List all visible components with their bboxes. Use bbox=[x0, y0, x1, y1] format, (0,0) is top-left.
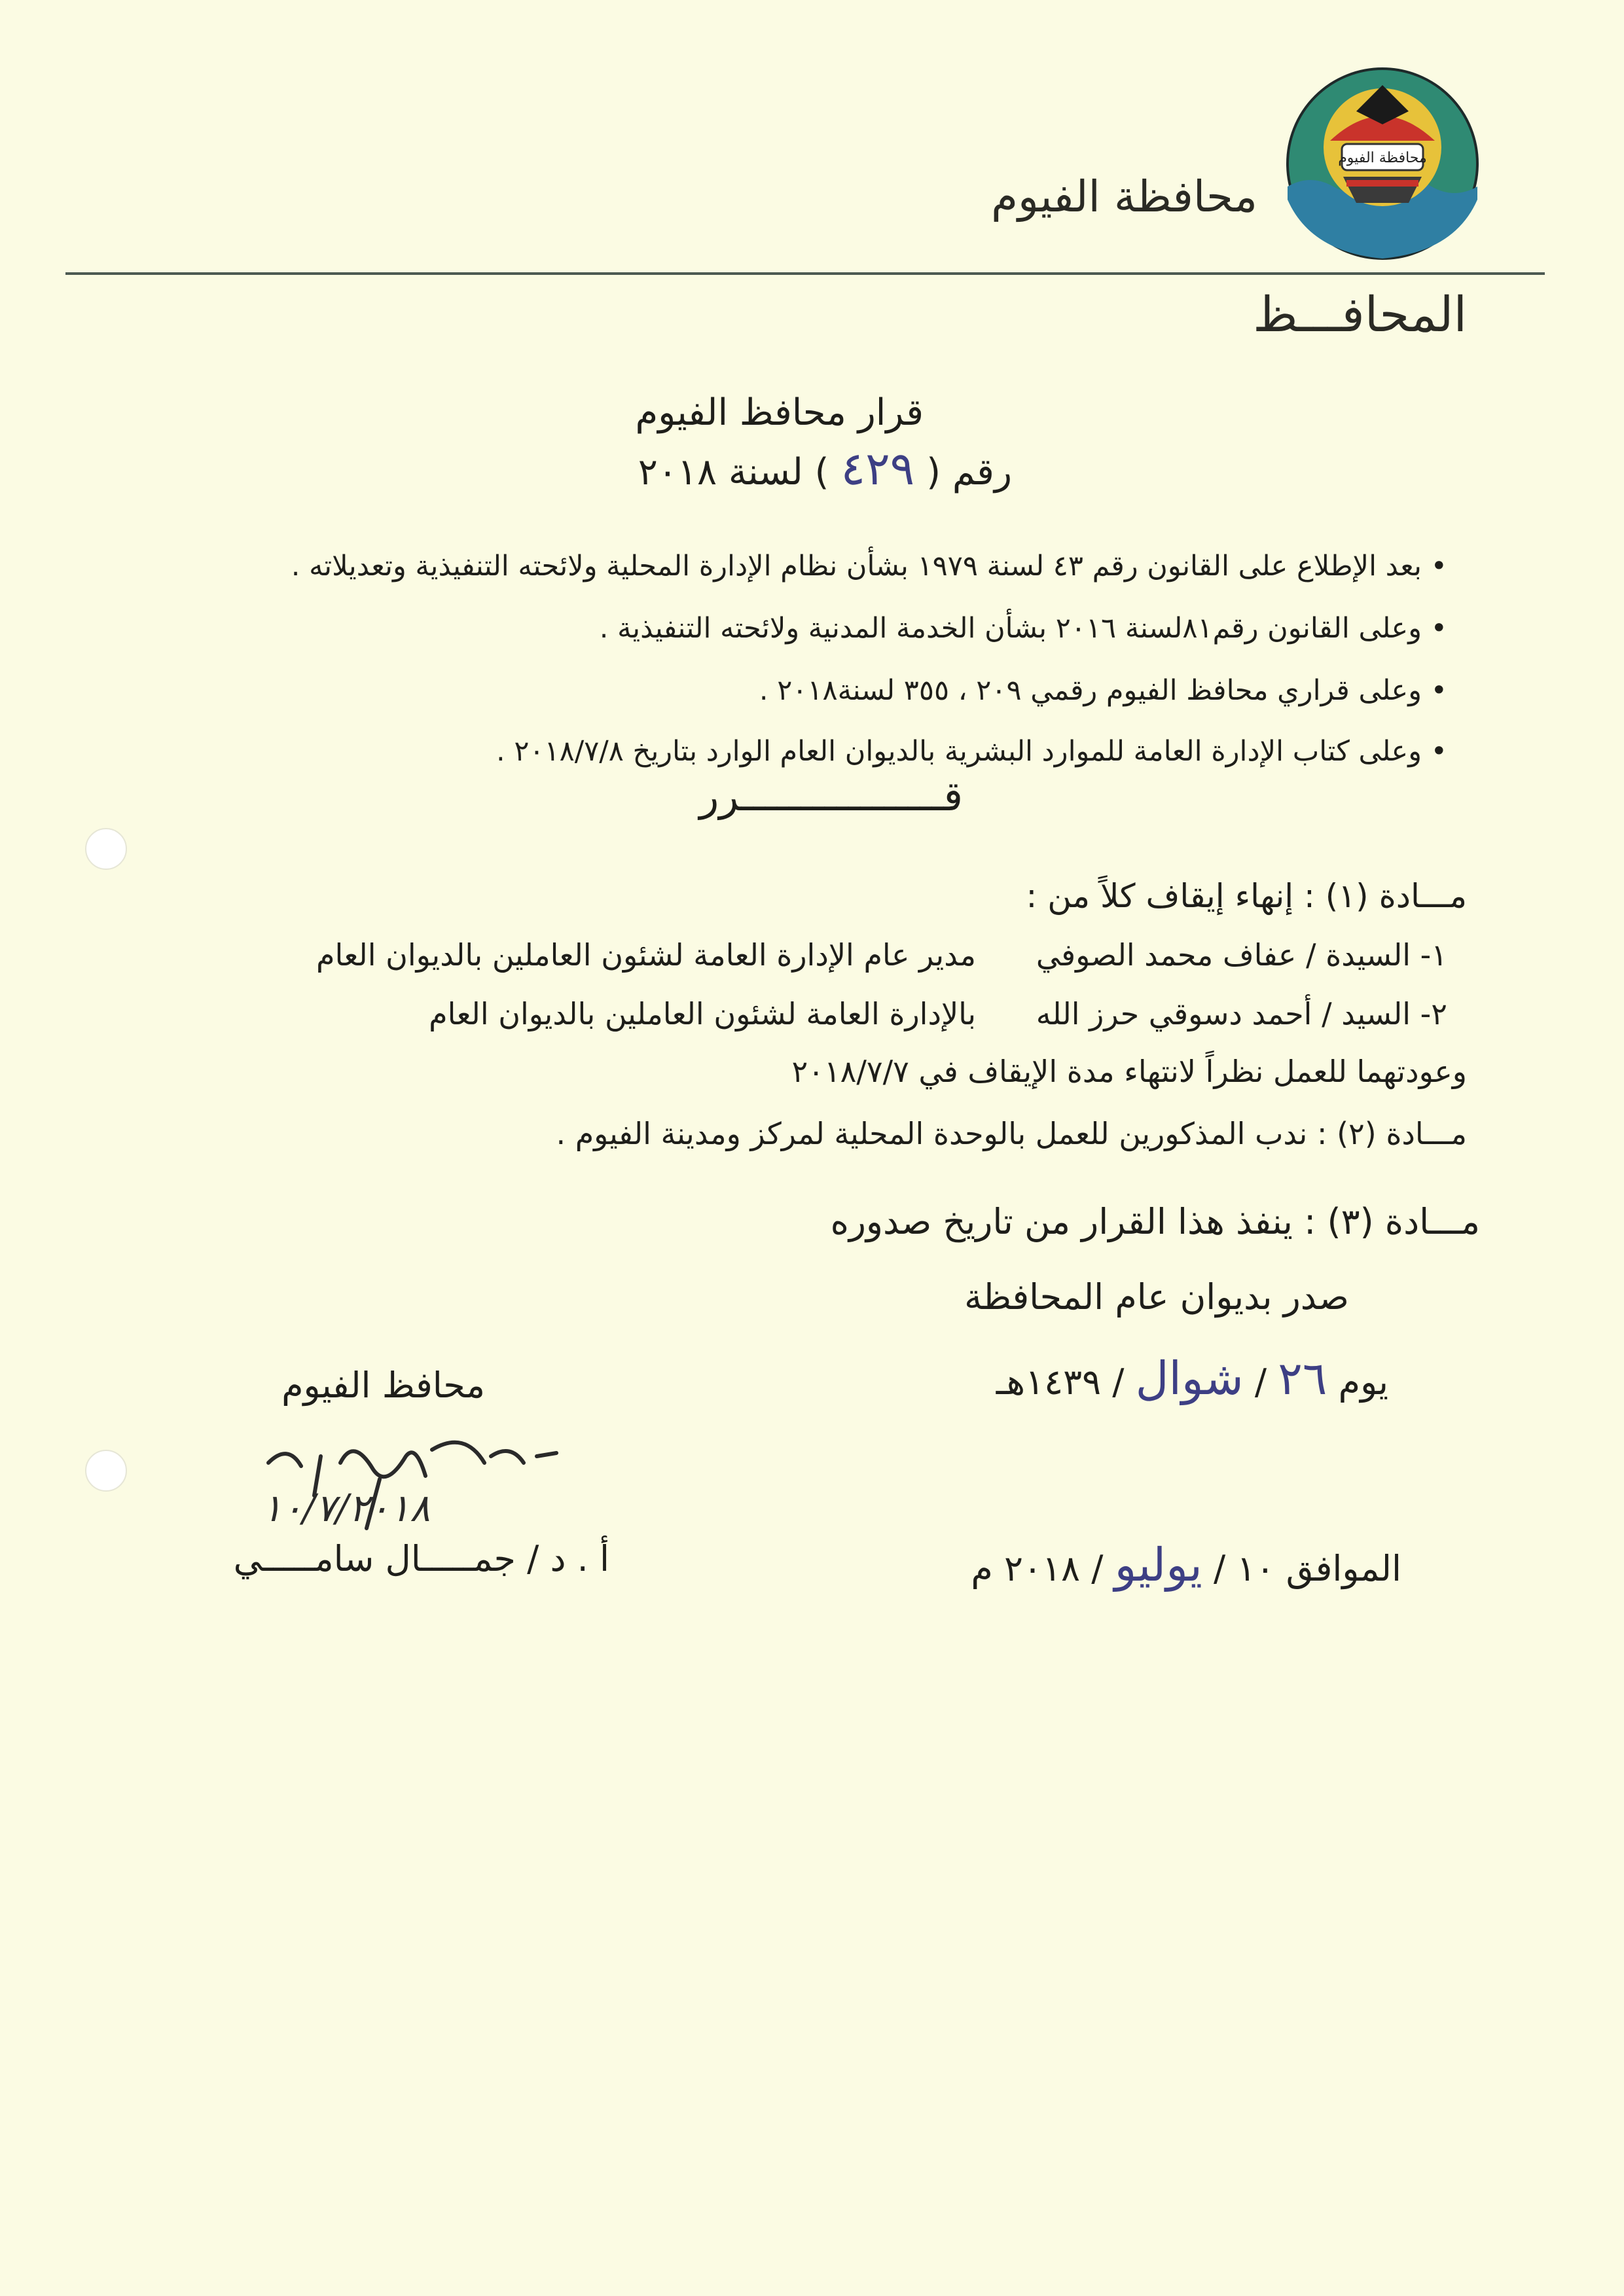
day-label: يوم bbox=[1338, 1361, 1388, 1403]
decision-title: قرار محافظ الفيوم bbox=[635, 391, 924, 434]
preamble-item: • وعلى القانون رقم٨١لسنة ٢٠١٦ بشأن الخدمة المدنية ولائحته التنفيذية . bbox=[599, 612, 1447, 645]
greg-day: ١٠ bbox=[1236, 1548, 1275, 1589]
article-3: مـــادة (٣) : ينفذ هذا القرار من تاريخ صدوره bbox=[830, 1201, 1480, 1242]
preamble-item: • بعد الإطلاع على القانون رقم ٤٣ لسنة ١٩٧٩ بشأن نظام الإدارة المحلية ولائحته التنفيذية وتعديلاته . bbox=[291, 550, 1447, 583]
hijri-day: ٢٦ bbox=[1278, 1352, 1327, 1405]
logo-text: محافظة الفيوم bbox=[1338, 150, 1427, 166]
issued-at: صدر بديوان عام المحافظة bbox=[964, 1276, 1349, 1318]
punch-hole bbox=[85, 1450, 127, 1492]
gregorian-date-line: الموافق ١٠ / يوليو / ٢٠١٨ م bbox=[971, 1538, 1401, 1592]
number-suffix: ) لسنة ٢٠١٨ bbox=[638, 451, 829, 493]
person-name: ١- السيدة / عفاف محمد الصوفي bbox=[1036, 937, 1447, 973]
governorate-name: محافظة الفيوم bbox=[991, 171, 1257, 222]
greg-label: الموافق bbox=[1286, 1548, 1401, 1589]
person-title: مدير عام الإدارة العامة لشئون العاملين بالديوان العام bbox=[316, 937, 976, 973]
person-title: بالإدارة العامة لشئون العاملين بالديوان العام bbox=[429, 996, 976, 1031]
preamble-item: • وعلى كتاب الإدارة العامة للموارد البشرية بالديوان العام الوارد بتاريخ ٢٠١٨/٧/٨ . bbox=[496, 735, 1447, 768]
handwritten-number: ٤٢٩ bbox=[840, 442, 915, 495]
hijri-month: شوال bbox=[1135, 1352, 1244, 1405]
punch-hole bbox=[85, 828, 127, 870]
decides-heading: قـــــــــــــــــرر bbox=[699, 772, 963, 820]
hijri-date-line: يوم ٢٦ / شوال / ١٤٣٩هـ bbox=[996, 1352, 1388, 1405]
preamble-item: • وعلى قراري محافظ الفيوم رقمي ٢٠٩ ، ٣٥٥ لسنة٢٠١٨ . bbox=[759, 674, 1447, 707]
hijri-year: ١٤٣٩هـ bbox=[996, 1361, 1102, 1403]
article-1-return: وعودتهما للعمل نظراً لانتهاء مدة الإيقاف في ٢٠١٨/٧/٧ bbox=[791, 1054, 1467, 1089]
governorate-logo bbox=[1284, 65, 1481, 262]
signatory-name: أ . د / جمـــــال سامـــــي bbox=[233, 1538, 609, 1579]
office-title: المحافـــظ bbox=[1253, 287, 1467, 343]
header-divider bbox=[65, 272, 1545, 275]
person-name: ٢- السيد / أحمد دسوقي حرز الله bbox=[1036, 996, 1447, 1031]
decision-number-line bbox=[638, 442, 1012, 495]
article-2: مـــادة (٢) : ندب المذكورين للعمل بالوحدة المحلية لمركز ومدينة الفيوم . bbox=[556, 1116, 1467, 1151]
article-1-heading: مـــادة (١) : إنهاء إيقاف كلاً من : bbox=[1026, 877, 1467, 915]
greg-year: ٢٠١٨ م bbox=[971, 1548, 1081, 1589]
greg-month: يوليو bbox=[1114, 1538, 1202, 1592]
signature-date: ١٠/٧/٢٠١٨ bbox=[262, 1486, 431, 1530]
signatory-title: محافظ الفيوم bbox=[281, 1365, 485, 1406]
number-prefix: رقم ( bbox=[926, 451, 1012, 493]
